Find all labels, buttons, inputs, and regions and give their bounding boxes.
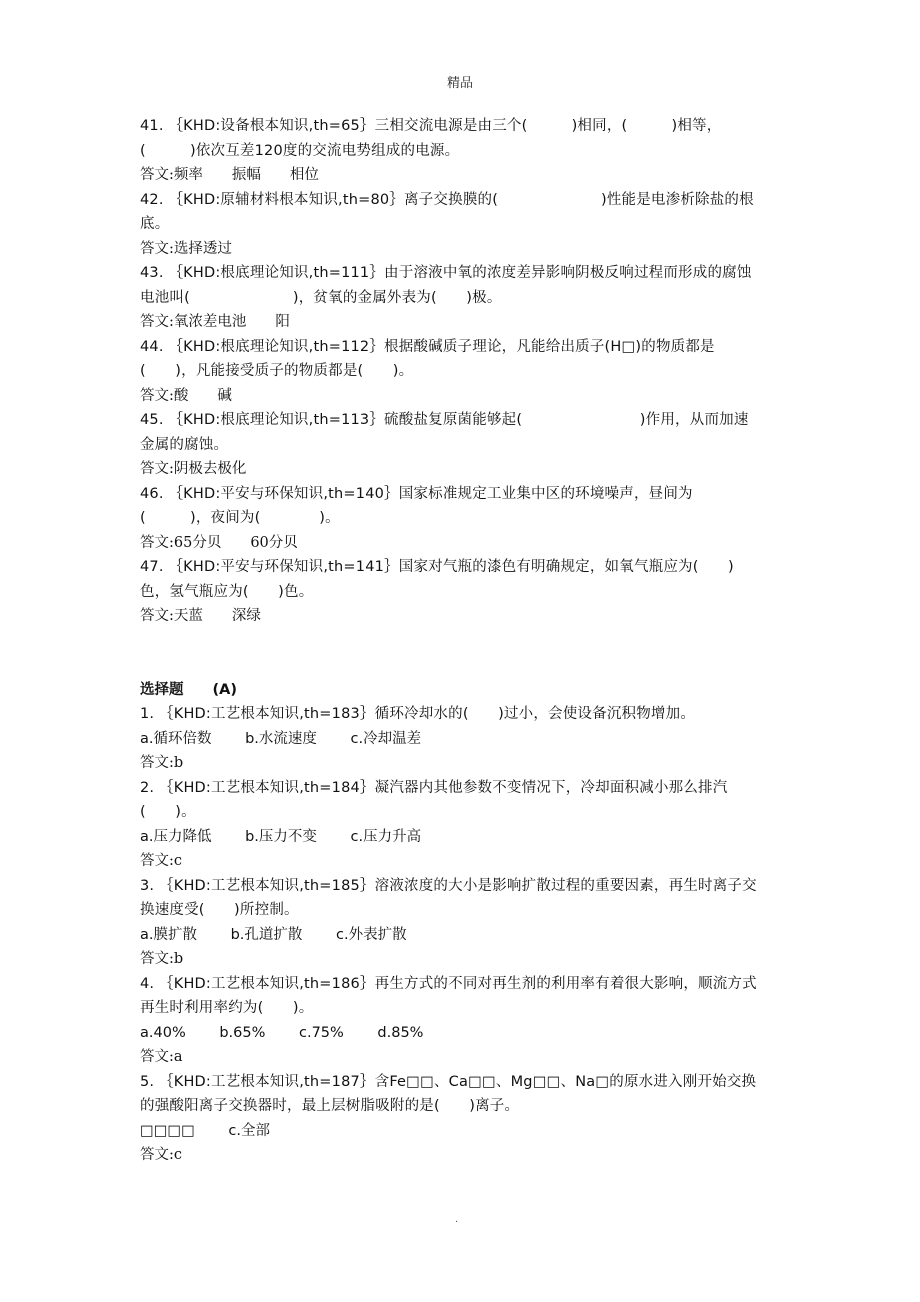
question-41 — [140, 114, 760, 188]
question-text: 1. ｛KHD:工艺根本知识,th=183｝循环冷却水的( )过小，会使设备沉积物增加。 — [140, 706, 696, 722]
question-42 — [140, 188, 760, 262]
options-text: a.40% b.65% c.75% d.85% — [140, 1024, 424, 1041]
question-text: 42. ｛KHD:原辅材料根本知识,th=80｝离子交换膜的( )性能是电渗析除盐的根底。 — [140, 191, 754, 232]
page-footer-mark: . — [455, 1214, 459, 1225]
section-spacer — [140, 629, 760, 678]
question-43 — [140, 261, 760, 335]
page-header: 精品 — [446, 76, 473, 91]
answer-text: 答文:选择透过 — [140, 240, 232, 257]
answer-text: 答文:阴极去极化 — [140, 461, 247, 477]
answer-text: 答文:氧浓差电池 阳 — [140, 314, 290, 330]
question-text: 41. ｛KHD:设备根本知识,th=65｝三相交流电源是由三个( )相同，( )相等，( )依次互差120度的交流电势组成的电源。 — [140, 118, 722, 159]
fill-in-section — [140, 114, 760, 629]
question-44 — [140, 335, 760, 409]
choice-question-3 — [140, 874, 760, 972]
choice-question-2 — [140, 776, 760, 874]
answer-text: 答文:b — [140, 755, 184, 771]
question-text: 47. ｛KHD:平安与环保知识,th=141｝国家对气瓶的漆色有明确规定，如氧气瓶应为( )色，氢气瓶应为( )色。 — [140, 559, 734, 600]
question-text: 3. ｛KHD:工艺根本知识,th=185｝溶液浓度的大小是影响扩散过程的重要因素，再生时离子交换速度受( )所控制。 — [140, 877, 757, 918]
question-text: 45. ｛KHD:根底理论知识,th=113｝硫酸盐复原菌能够起( )作用，从而加速金属的腐蚀。 — [140, 412, 749, 453]
question-text: 2. ｛KHD:工艺根本知识,th=184｝凝汽器内其他参数不变情况下，冷却面积减小那么排汽( )。 — [140, 779, 728, 820]
choice-question-1 — [140, 702, 760, 776]
document-body — [140, 114, 760, 1168]
options-text: a.膜扩散 b.孔道扩散 c.外表扩散 — [140, 926, 407, 943]
answer-text: 答文:a — [140, 1049, 183, 1065]
choice-question-5 — [140, 1070, 760, 1168]
answer-text: 答文:b — [140, 951, 184, 967]
options-text: □□□□ c.全部 — [140, 1122, 270, 1139]
answer-text: 答文:c — [140, 853, 183, 869]
question-45 — [140, 408, 760, 482]
question-text: 44. ｛KHD:根底理论知识,th=112｝根据酸碱质子理论，凡能给出质子(H□)的物质都是( )，凡能接受质子的物质都是( )。 — [140, 338, 715, 379]
choice-section — [140, 702, 760, 1168]
question-text: 4. ｛KHD:工艺根本知识,th=186｝再生方式的不同对再生剂的利用率有着很大影响，顺流方式再生时利用率约为( )。 — [140, 975, 757, 1016]
choice-question-4 — [140, 972, 760, 1070]
options-text: a.压力降低 b.压力不变 c.压力升高 — [140, 828, 422, 845]
section-title: 选择题 (A) — [140, 681, 237, 698]
answer-text: 答文:频率 振幅 相位 — [140, 167, 319, 183]
question-47 — [140, 555, 760, 629]
options-text: a.循环倍数 b.水流速度 c.冷却温差 — [140, 730, 422, 747]
question-46 — [140, 482, 760, 556]
question-text: 5. ｛KHD:工艺根本知识,th=187｝含Fe□□、Ca□□、Mg□□、Na□的原水进入刚开始交换的强酸阳离子交换器时，最上层树脂吸附的是( )离子。 — [140, 1073, 757, 1114]
question-text: 46. ｛KHD:平安与环保知识,th=140｝国家标准规定工业集中区的环境噪声，昼间为( )，夜间为( )。 — [140, 485, 693, 526]
answer-text: 答文:酸 碱 — [140, 387, 232, 404]
answer-text: 答文:65分贝 60分贝 — [140, 534, 298, 551]
answer-text: 答文:天蓝 深绿 — [140, 608, 261, 624]
question-text: 43. ｛KHD:根底理论知识,th=111｝由于溶液中氧的浓度差异影响阴极反响过程而形成的腐蚀电池叫( )，贫氧的金属外表为( )极。 — [140, 265, 752, 306]
answer-text: 答文:c — [140, 1147, 183, 1163]
